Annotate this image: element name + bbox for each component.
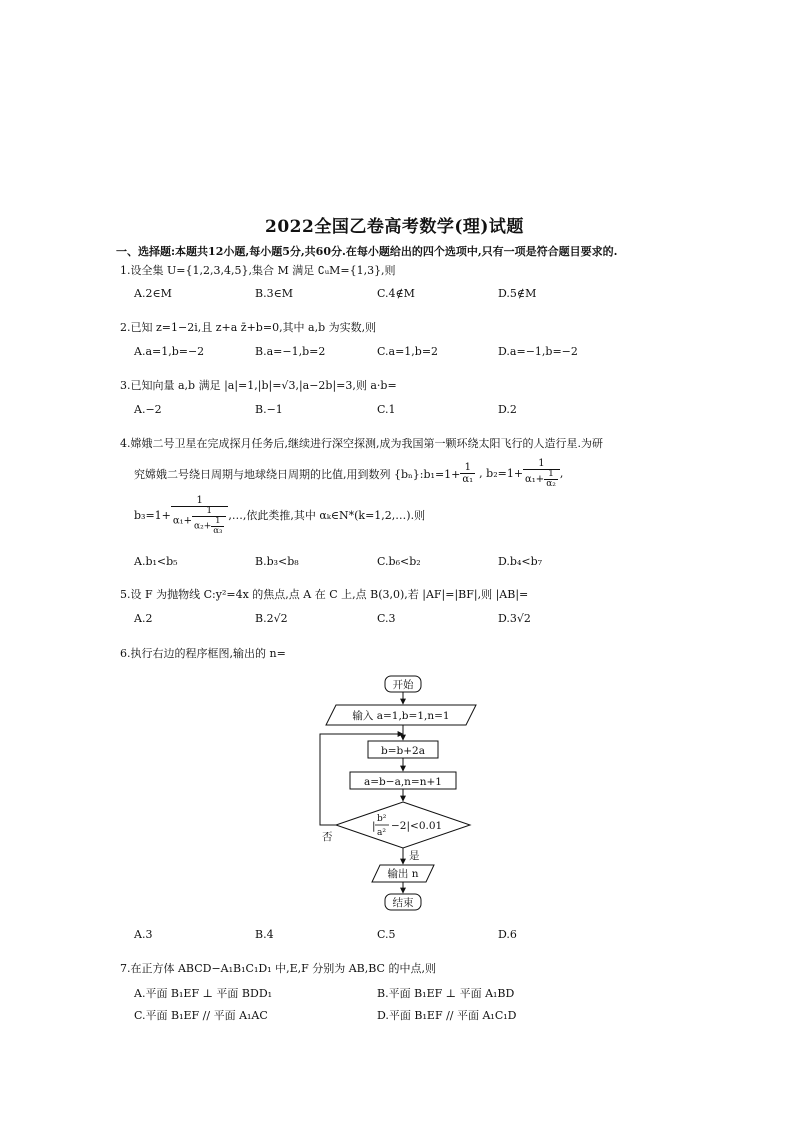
question-5-stem: 5.设 F 为抛物线 C:y²=4x 的焦点,点 A 在 C 上,点 B(3,0),若 |AF|=|BF|,则 |AB|= [120, 588, 529, 601]
q4-option-a[interactable]: A.b₁<b₅ [134, 555, 178, 568]
fraction-b3: 1 α₁+ 1 α₂+ $\frac{1}{\text{α₃}}$ [171, 495, 229, 535]
q1-option-c[interactable]: C.4∉M [377, 287, 415, 300]
fraction-b1: $\frac{1}{\text{α₁}}$ [462, 462, 474, 485]
q1-option-b[interactable]: B.3∈M [255, 287, 293, 300]
q5-option-d[interactable]: D.3√2 [498, 612, 531, 625]
q4-line2-text: 究嫦娥二号绕日周期与地球绕日周期的比值,用到数列 {bₙ}:b₁=1+ [134, 467, 461, 481]
flow-input-text: 输入 a=1,b=1,n=1 [352, 710, 450, 722]
q4-option-d[interactable]: D.b₄<b₇ [498, 555, 543, 568]
question-4-stem-line2: 究嫦娥二号绕日周期与地球绕日周期的比值,用到数列 {bₙ}:b₁=1+ $\frac{1}{\text{α₁}}$ , b₂=1+ 1 α₁+ $\frac{1}{\text{α₂}}$ , [134, 458, 564, 489]
q7-option-c[interactable]: C.平面 B₁EF // 平面 A₁AC [134, 1009, 268, 1022]
page-title: 2022全国乙卷高考数学(理)试题 [265, 217, 524, 237]
section-heading: 一、选择题:本题共12小题,每小题5分,共60分.在每小题给出的四个选项中,只有一项是符合题目要求的. [116, 245, 618, 258]
flow-condition-num: b² [377, 814, 387, 824]
fraction-b2: 1 α₁+ $\frac{1}{\text{α₂}}$ [523, 458, 560, 489]
q7-option-a[interactable]: A.平面 B₁EF ⊥ 平面 BDD₁ [134, 987, 273, 1000]
flow-start-text: 开始 [392, 679, 414, 691]
q7-option-b[interactable]: B.平面 B₁EF ⊥ 平面 A₁BD [377, 987, 515, 1000]
flow-step1-text: b=b+2a [381, 745, 425, 757]
flowchart [300, 668, 500, 918]
q5-option-a[interactable]: A.2 [134, 612, 153, 625]
flow-step2-text: a=b−a,n=n+1 [364, 776, 442, 788]
flow-output-text: 输出 n [387, 868, 419, 880]
question-4-stem-line3: b₃=1+ 1 α₁+ 1 α₂+ $\frac{1}{\text{α₃}}$ ,…,依此类推,其中 αₖ∈N*(k=1,2,…).则 [134, 495, 426, 536]
flow-no-label: 否 [322, 831, 333, 843]
flow-condition-prefix: | [372, 820, 376, 832]
q7-option-d[interactable]: D.平面 B₁EF // 平面 A₁C₁D [377, 1009, 517, 1022]
question-4-stem-line1: 4.嫦娥二号卫星在完成探月任务后,继续进行深空探测,成为我国第一颗环绕太阳飞行的人造行星.为研 [120, 437, 603, 450]
question-7-stem: 7.在正方体 ABCD−A₁B₁C₁D₁ 中,E,F 分别为 AB,BC 的中点,则 [120, 962, 436, 975]
q1-option-a[interactable]: A.2∈M [134, 287, 172, 300]
q4-option-b[interactable]: B.b₃<b₈ [255, 555, 299, 568]
q2-option-a[interactable]: A.a=1,b=−2 [134, 345, 205, 358]
question-2-stem: 2.已知 z=1−2i,且 z+a z̄+b=0,其中 a,b 为实数,则 [120, 321, 377, 334]
question-3-stem: 3.已知向量 a,b 满足 |a|=1,|b|=√3,|a−2b|=3,则 a·b= [120, 379, 397, 392]
q3-option-a[interactable]: A.−2 [134, 403, 162, 416]
q1-option-d[interactable]: D.5∉M [498, 287, 537, 300]
q4-line3-text: ,…,依此类推,其中 αₖ∈N*(k=1,2,…).则 [228, 509, 426, 522]
q5-option-b[interactable]: B.2√2 [255, 612, 288, 625]
flow-condition-den: a² [377, 828, 386, 838]
q5-option-c[interactable]: C.3 [377, 612, 396, 625]
flow-yes-label: 是 [409, 850, 420, 862]
question-6-stem: 6.执行右边的程序框图,输出的 n= [120, 647, 286, 660]
flow-end-text: 结束 [392, 897, 414, 909]
q2-option-d[interactable]: D.a=−1,b=−2 [498, 345, 578, 358]
q2-option-c[interactable]: C.a=1,b=2 [377, 345, 439, 358]
flow-condition-text: −2|<0.01 [391, 820, 443, 832]
q3-option-d[interactable]: D.2 [498, 403, 517, 416]
question-1-stem: 1.设全集 U={1,2,3,4,5},集合 M 满足 ∁ᵤM={1,3},则 [120, 264, 396, 277]
q6-option-d[interactable]: D.6 [498, 928, 517, 941]
q2-option-b[interactable]: B.a=−1,b=2 [255, 345, 326, 358]
q6-option-c[interactable]: C.5 [377, 928, 396, 941]
q6-option-b[interactable]: B.4 [255, 928, 274, 941]
q4-option-c[interactable]: C.b₆<b₂ [377, 555, 421, 568]
q6-option-a[interactable]: A.3 [134, 928, 153, 941]
q3-option-b[interactable]: B.−1 [255, 403, 283, 416]
q3-option-c[interactable]: C.1 [377, 403, 396, 416]
